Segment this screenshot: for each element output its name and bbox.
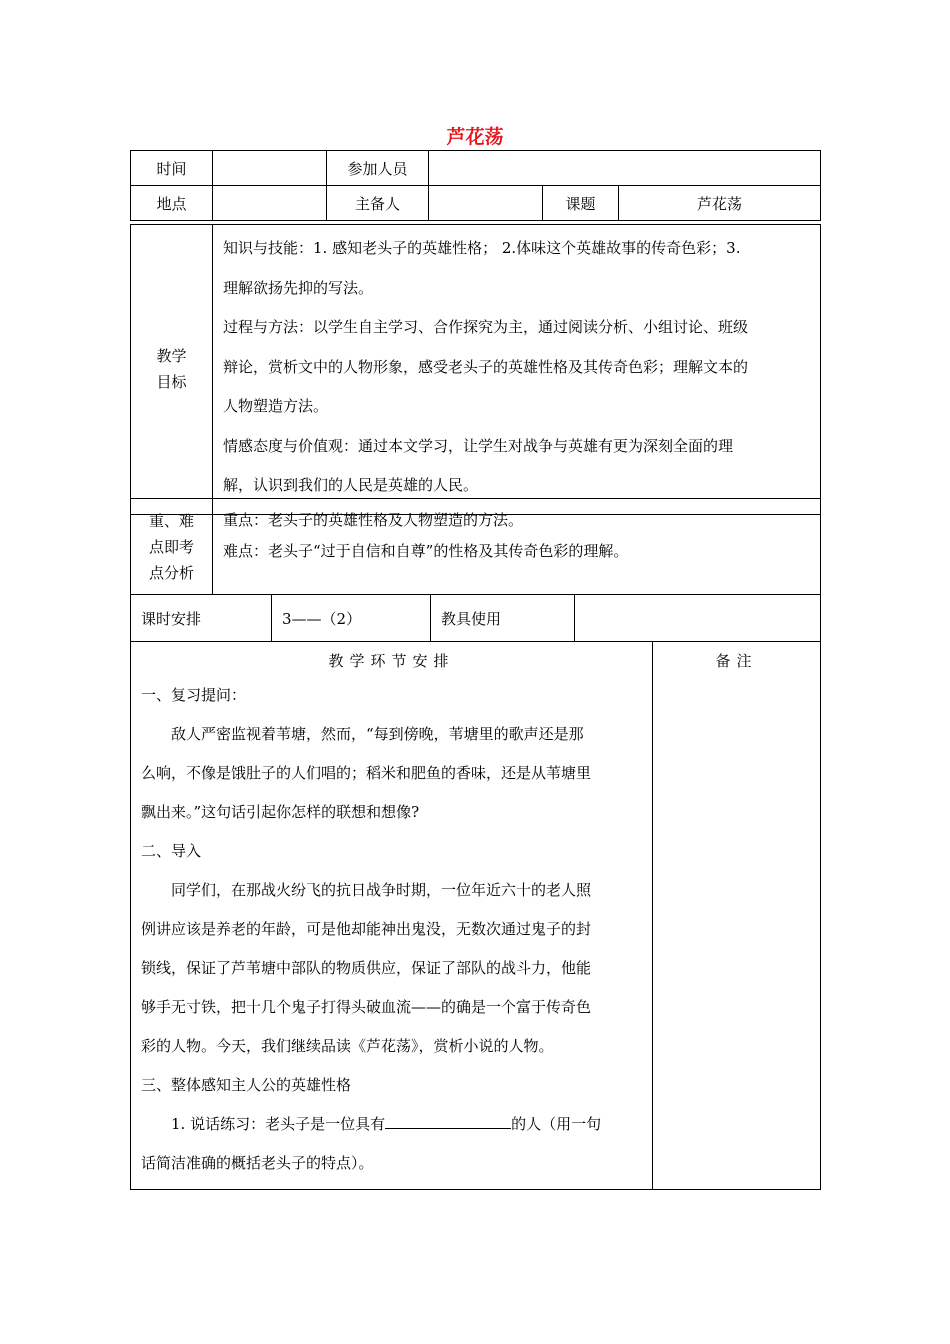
section-2-line: 彩的人物。今天，我们继续品读《芦花荡》，赏析小说的人物。	[141, 1037, 554, 1055]
section-2-line: 同学们，在那战火纷飞的抗日战争时期，一位年近六十的老人照	[171, 881, 592, 899]
place-label: 地点	[131, 186, 213, 221]
goals-label	[131, 225, 213, 515]
fill-in-blank	[385, 1110, 511, 1129]
difficulty-text: 难点：老头子“过于自信和自尊”的性格及其传奇色彩的理解。	[223, 542, 629, 560]
goal-line: 知识与技能：1. 感知老头子的英雄性格； 2.体味这个英雄故事的传奇色彩；3.	[223, 239, 741, 257]
goals-table	[130, 224, 821, 515]
keypoints-row	[131, 499, 821, 595]
document-title: 芦花荡	[446, 126, 504, 148]
section-3-item-line2: 话简洁准确的概括老头子的特点）。	[141, 1154, 374, 1172]
section-2-line: 够手无寸铁，把十几个鬼子打得头破血流——的确是一个富于传奇色	[141, 998, 592, 1016]
procedure-heading: 教学环节安排	[328, 652, 455, 670]
goals-label-line1: 教学	[156, 347, 187, 366]
tools-value	[575, 595, 821, 642]
time-row	[131, 151, 821, 186]
keypoints-label-line3: 点分析	[148, 563, 194, 582]
participants-label: 参加人员	[327, 151, 429, 186]
preparer-label: 主备人	[327, 186, 429, 221]
topic-label: 课题	[543, 186, 619, 221]
section-3-title: 三、整体感知主人公的英雄性格	[141, 1076, 352, 1094]
period-value: 3——（2）	[272, 595, 431, 642]
section-1-line: 飘出来。”这句话引起你怎样的联想和想像?	[141, 803, 420, 821]
item-suffix: 的人（用一句	[511, 1115, 602, 1133]
goal-line: 理解欲扬先抑的写法。	[223, 278, 374, 297]
preparer-value	[429, 186, 543, 221]
goal-line: 过程与方法：以学生自主学习、合作探究为主，通过阅读分析、小组讨论、班级	[223, 318, 749, 336]
schedule-row	[131, 595, 821, 642]
notes-column	[653, 642, 821, 1190]
goals-content	[213, 225, 821, 515]
keypoints-content	[213, 499, 821, 595]
section-2-line: 锁线，保证了芦苇塘中部队的物质供应，保证了部队的战斗力，他能	[141, 959, 592, 977]
procedure-row	[131, 642, 821, 1190]
goals-row	[131, 225, 821, 515]
goal-line: 情感态度与价值观：通过本文学习，让学生对战争与英雄有更为深刻全面的理	[223, 436, 734, 455]
procedure-content	[131, 642, 653, 1190]
section-2-line: 例讲应该是养老的年龄，可是他却能神出鬼没，无数次通过鬼子的封	[141, 920, 592, 938]
place-value	[213, 186, 327, 221]
goal-line: 解，认识到我们的人民是英雄的人民。	[223, 476, 479, 494]
goal-line: 辩论，赏析文中的人物形象，感受老头子的英雄性格及其传奇色彩；理解文本的	[223, 357, 749, 376]
info-table	[130, 150, 821, 221]
item-prefix: 1. 说话练习：老头子是一位具有	[171, 1115, 386, 1133]
procedure-table	[130, 641, 821, 1190]
section-1-title: 一、复习提问：	[141, 686, 247, 704]
section-3-item	[141, 1105, 642, 1144]
keypoints-label	[131, 499, 213, 595]
section-1-line: 么响，不像是饿肚子的人们唱的；稻米和肥鱼的香味，还是从苇塘里	[141, 764, 592, 782]
notes-label: 备注	[715, 652, 758, 670]
keypoints-label-line2: 点即考	[148, 537, 194, 556]
keypoints-table	[130, 498, 821, 595]
time-value	[213, 151, 327, 186]
topic-value: 芦花荡	[619, 186, 821, 221]
place-row	[131, 186, 821, 221]
tools-label: 教具使用	[431, 595, 575, 642]
focus-text: 重点：老头子的英雄性格及人物塑造的方法。	[223, 511, 524, 529]
keypoints-label-line1: 重、难	[148, 511, 194, 530]
section-2-title: 二、导入	[141, 842, 202, 860]
schedule-table	[130, 594, 821, 642]
section-1-line: 敌人严密监视着苇塘，然而，“每到傍晚，苇塘里的歌声还是那	[171, 725, 584, 743]
time-label: 时间	[131, 151, 213, 186]
participants-value	[429, 151, 821, 186]
period-label: 课时安排	[131, 595, 272, 642]
goals-label-line2: 目标	[156, 373, 187, 392]
goal-line: 人物塑造方法。	[223, 397, 329, 415]
